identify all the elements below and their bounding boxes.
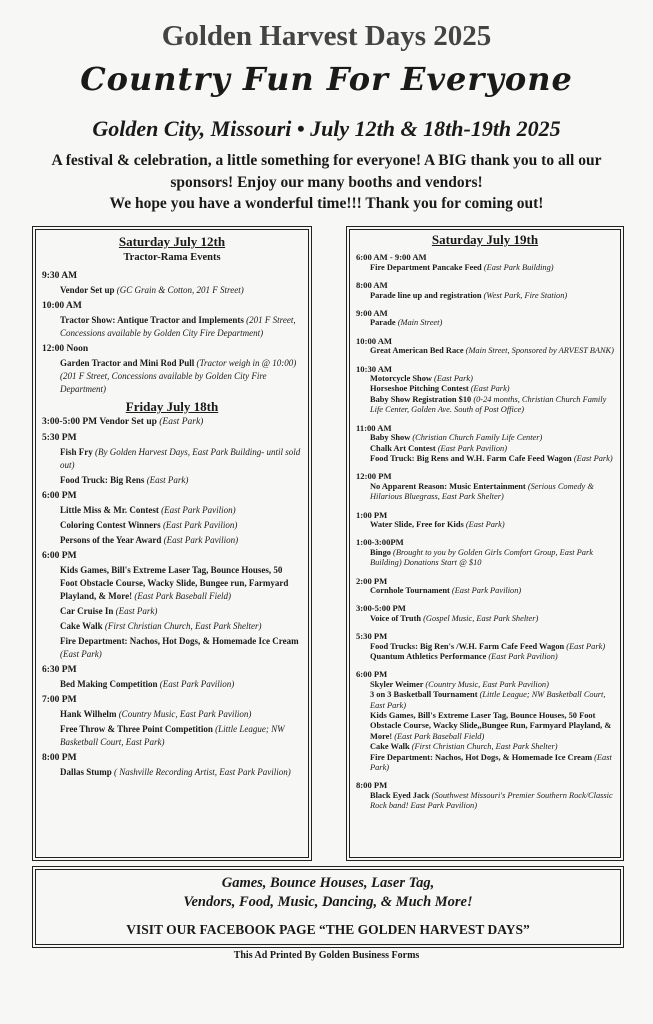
event-tagline: Country Fun For Everyone [80,60,573,98]
event-item: Great American Bed Race (Main Street, Sponsored by ARVEST BANK) [370,346,614,356]
event-time: 5:30 PM [356,631,388,642]
event-item: Garden Tractor and Mini Rod Pull (Tractor weigh in @ 10:00) (201 F Street, Concessions available by Golden City Fire Department) [60,358,297,394]
schedule-right-column [349,229,621,858]
event-time: 6:00 PM [42,551,77,561]
event-time: 3:00-5:00 PM Vendor Set up (East Park) [42,417,204,427]
event-time: 5:30 PM [42,433,77,443]
event-item: Food Truck: Big Rens and W.H. Farm Cafe Feed Wagon (East Park) [370,453,613,463]
event-item: Tractor Show: Antique Tractor and Implements (201 F Street, Concessions available by Golden City Fire Department) [60,315,296,338]
event-time: 6:30 PM [42,665,77,675]
intro-line: We hope you have a wonderful time!!! Thank you for coming out! [109,195,544,212]
tractor-rama-heading: Tractor-Rama Events [123,252,221,263]
event-item: Parade line up and registration (West Park, Fire Station) [370,290,568,300]
event-item: Kids Games, Bill's Extreme Laser Tag, Bounce Houses, 50 Foot Obstacle Course, Wacky Slide,,Bungee Run, Farmyard Playland, & More! (East Park Baseball Field) [370,711,612,741]
event-item: Horseshoe Pitching Contest (East Park) [370,384,510,394]
event-item: Baby Show (Christian Church Family Life Center) [370,433,543,443]
event-item: Fire Department: Nachos, Hot Dogs, & Homemade Ice Cream (East Park) [370,752,612,773]
event-time: 11:00 AM [356,422,392,433]
event-item: Bingo (Brought to you by Golden Girls Comfort Group, East Park Building) Donations Start @ $10 [370,547,593,568]
day1-events [42,270,302,396]
intro-line: sponsors! Enjoy our many booths and vendors! [170,173,483,191]
event-time: 2:00 PM [356,575,388,586]
event-time: 10:00 AM [356,335,393,346]
event-time: 7:00 PM [42,695,77,705]
event-time: 6:00 PM [42,491,77,501]
event-item: Vendor Set up (GC Grain & Cotton, 201 F Street) [60,285,244,295]
event-item: Black Eyed Jack (Southwest Missouri's Premier Southern Rock/Classic Rock band! East Park Pavilion) [370,790,613,811]
event-item: Kids Games, Bill's Extreme Laser Tag, Bounce Houses, 50 Foot Obstacle Course, Wacky Slide, Bungee run, Farmyard Playland, & More! (East Park Baseball Field) [60,565,289,601]
event-item: Hank Wilhelm (Country Music, East Park Pavilion) [60,709,252,719]
event-time: 10:30 AM [356,363,393,374]
day-heading-friday-july-18: Friday July 18th [125,399,219,414]
event-item: Coloring Contest Winners (East Park Pavilion) [60,520,238,530]
event-time: 9:30 AM [42,271,78,281]
event-title: Golden Harvest Days 2025 [161,20,492,52]
event-item: Fire Department: Nachos, Hot Dogs, & Homemade Ice Cream (East Park) [60,636,299,659]
event-item: Quantum Athletics Performance (East Park Pavilion) [370,652,558,661]
fun-line: Games, Bounce Houses, Laser Tag, [221,875,435,891]
event-item: Car Cruise In (East Park) [60,606,158,616]
event-time: 8:00 PM [42,753,77,763]
event-item: Cornhole Tournament (East Park Pavilion) [370,585,522,595]
printed-by-credit: This Ad Printed By Golden Business Forms [233,950,420,961]
event-item: Skyler Weimer (Country Music, East Park Pavilion) [370,679,549,689]
event-time: 1:00-3:00PM [356,537,404,548]
event-time: 6:00 PM [356,669,388,680]
event-time: 8:00 AM [356,280,388,291]
schedule-left-column [35,229,309,858]
day2-events [42,416,302,779]
day3-events [356,252,614,811]
event-time: 1:00 PM [356,509,388,520]
day-heading-saturday-july-19: Saturday July 19th [431,232,539,247]
event-item: Chalk Art Contest (East Park Pavilion) [370,443,508,453]
event-item: Persons of the Year Award (East Park Pavilion) [60,535,239,545]
event-item: Food Trucks: Big Ren's /W.H. Farm Cafe Feed Wagon (East Park) [370,641,606,651]
event-item: Baby Show Registration $10 (0-24 months, Christian Church Family Life Center, Golden Ave. South of Post Office) [370,394,607,415]
event-item: Fish Fry (By Golden Harvest Days, East Park Building- until sold out) [60,447,301,470]
event-item: No Apparent Reason: Music Entertainment (Serious Comedy & Hilarious Bluegrass, East Park Shelter) [370,481,594,502]
event-location-dates: Golden City, Missouri • July 12th & 18th-19th 2025 [92,116,561,141]
event-item: Water Slide, Free for Kids (East Park) [370,519,505,529]
fun-line: Vendors, Food, Music, Dancing, & Much More! [183,894,473,910]
event-item: Little Miss & Mr. Contest (East Park Pavilion) [60,505,236,515]
event-time: 6:00 AM - 9:00 AM [356,252,427,263]
intro-text [20,150,633,215]
event-item: Food Truck: Big Rens (East Park) [60,475,189,485]
event-time: 3:00-5:00 PM [356,603,406,614]
facebook-callout: VISIT OUR FACEBOOK PAGE “THE GOLDEN HARVEST DAYS” [126,922,530,937]
event-time: 12:00 Noon [42,344,89,354]
event-item: Free Throw & Three Point Competition (Little League; NW Basketball Court, East Park) [60,724,285,747]
event-item: Fire Department Pancake Feed (East Park Building) [370,262,554,272]
event-item: Cake Walk (First Christian Church, East Park Shelter) [370,742,558,752]
event-time: 9:00 AM [356,308,388,319]
event-time: 10:00 AM [42,301,82,311]
day-heading-saturday-july-12: Saturday July 12th [118,234,226,249]
event-item: Motorcycle Show (East Park) [370,374,473,384]
event-item: Parade (Main Street) [370,318,443,328]
event-item: Cake Walk (First Christian Church, East Park Shelter) [60,621,262,631]
event-item: Dallas Stump ( Nashville Recording Artist, East Park Pavilion) [60,767,291,777]
event-item: Voice of Truth (Gospel Music, East Park Shelter) [370,613,539,623]
event-time: 12:00 PM [356,471,392,482]
event-time: 8:00 PM [356,780,388,791]
intro-line: A festival & celebration, a little something for everyone! A BIG thank you to all our [51,152,602,169]
event-item: Bed Making Competition (East Park Pavilion) [60,679,235,689]
event-item: 3 on 3 Basketball Tournament (Little League; NW Basketball Court, East Park) [370,690,606,710]
footer-banner [35,869,621,945]
